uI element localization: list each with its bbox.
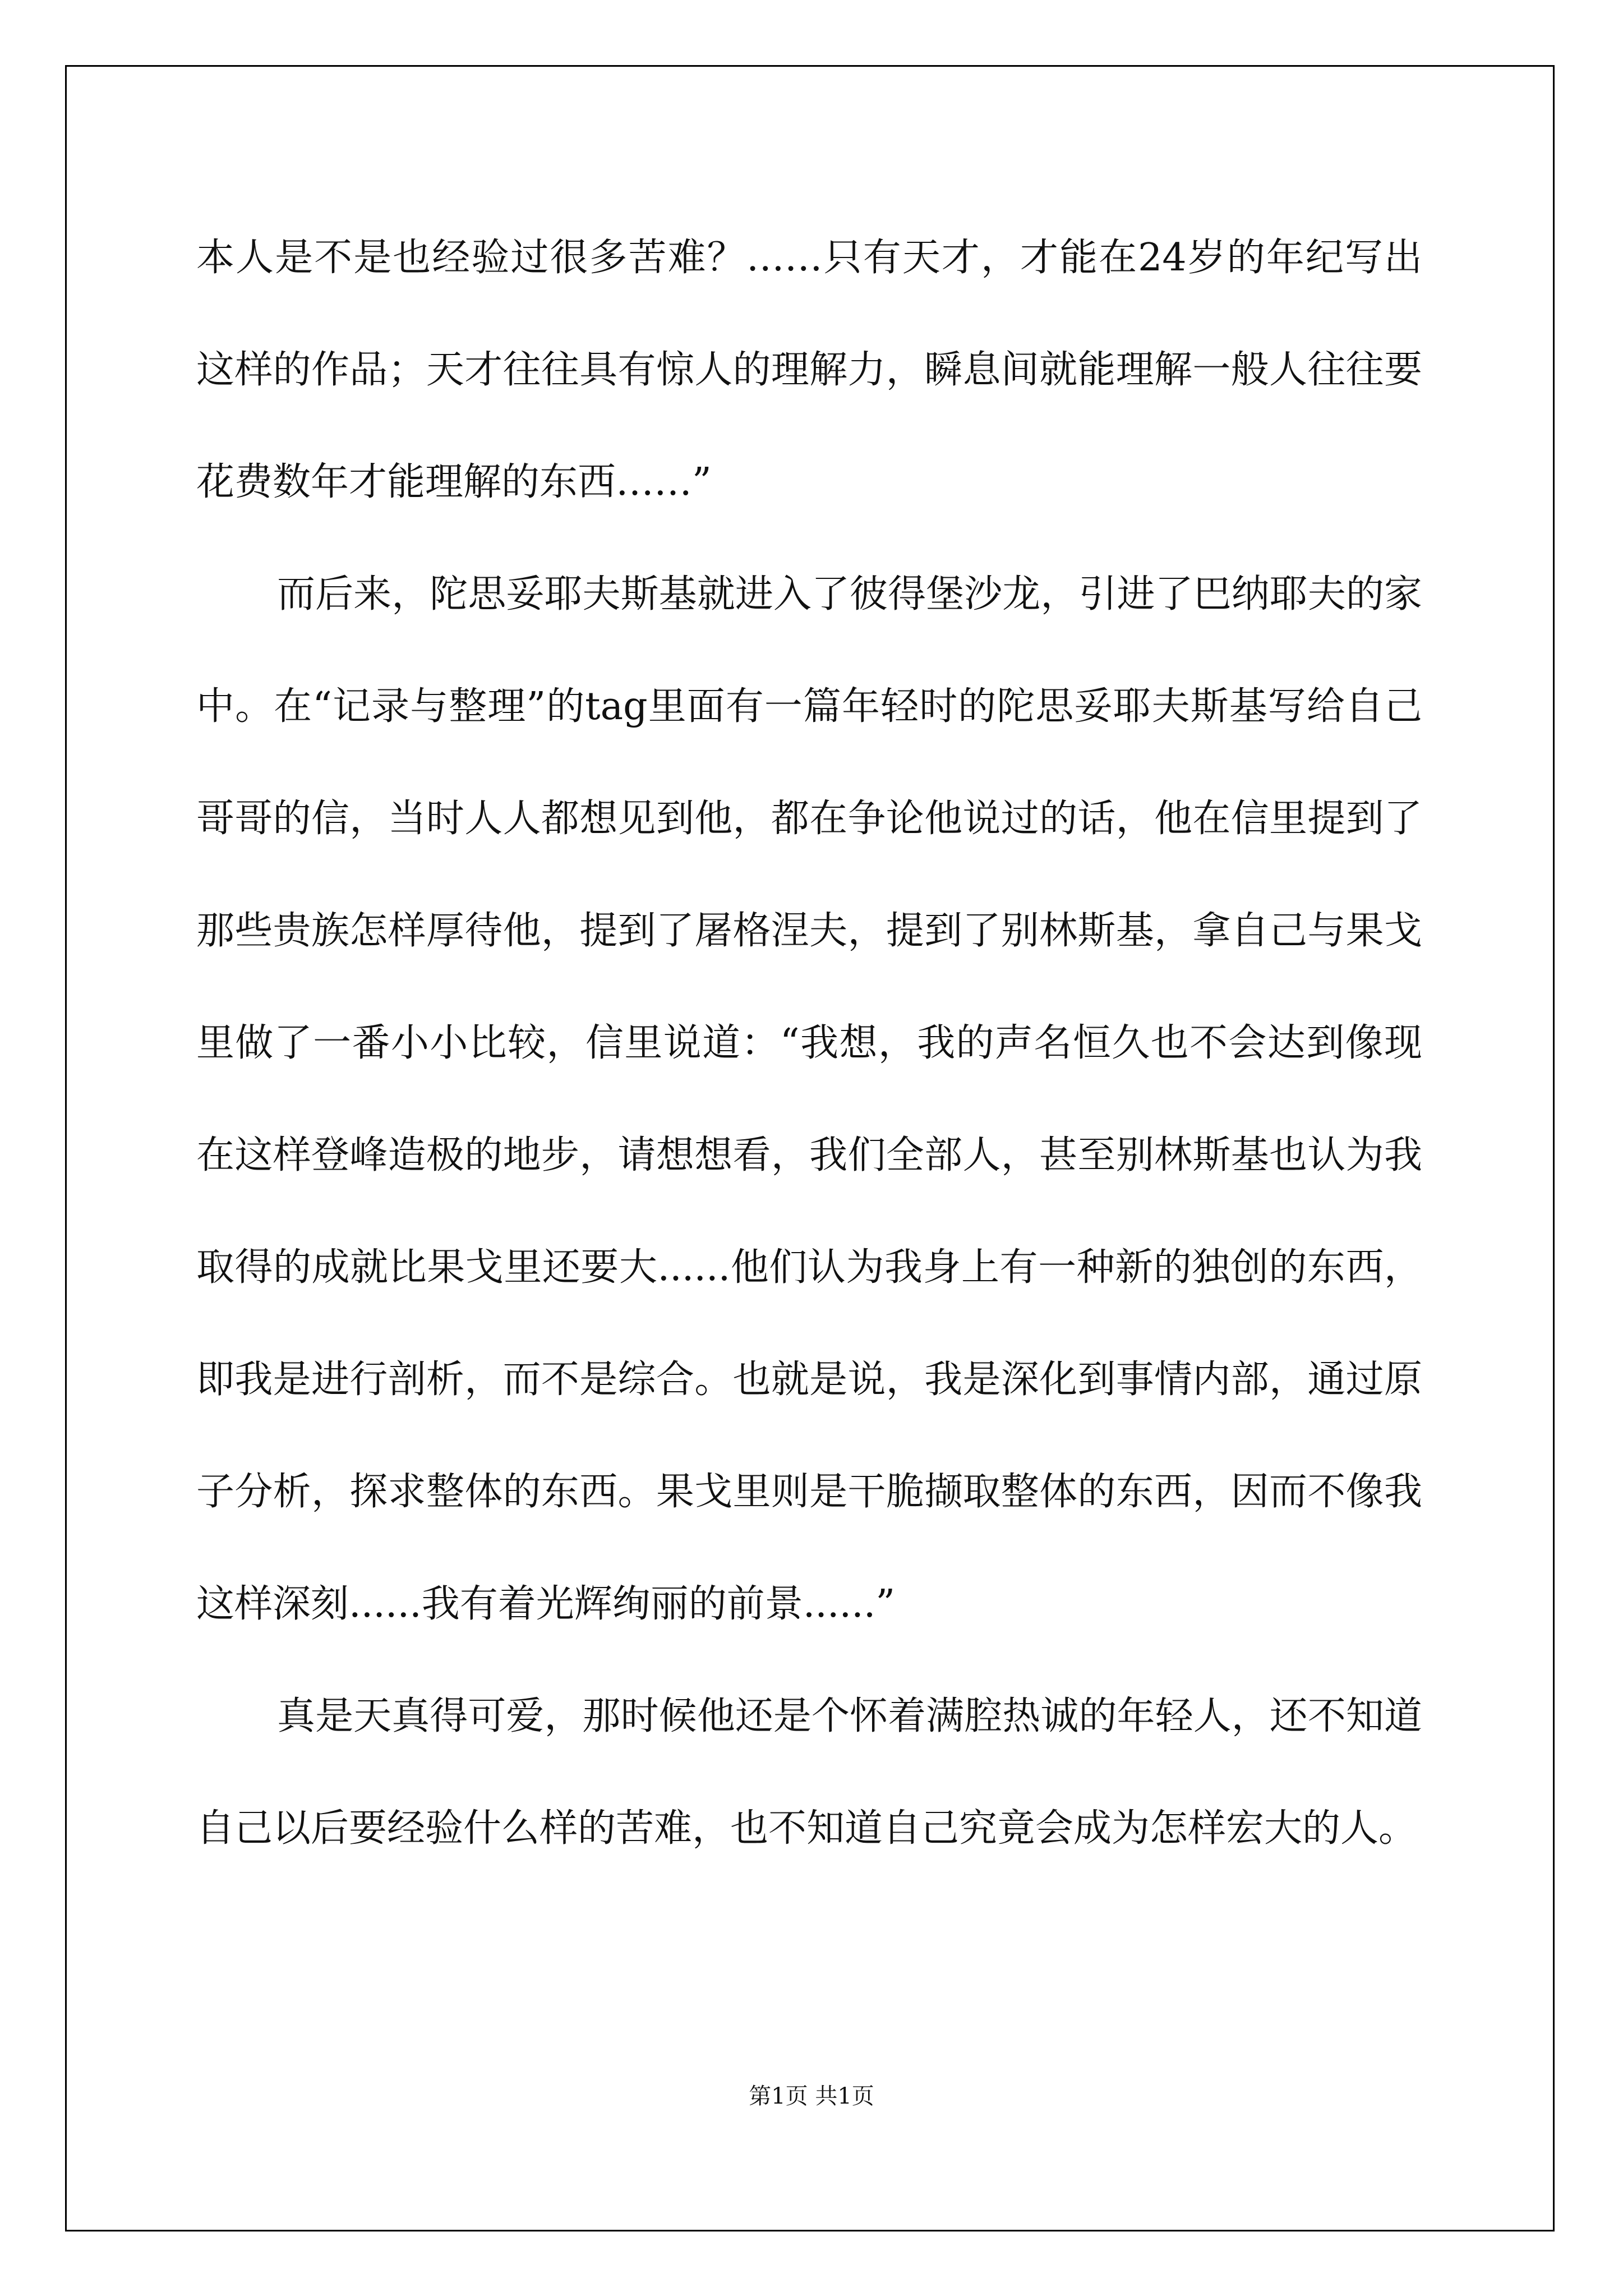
page-footer: 第1页 共1页 xyxy=(749,2083,874,2109)
paragraph-continued: 本人是不是也经验过很多苦难？……只有天才，才能在24岁的年纪写出这样的作品；天才往往具有惊人的理解力，瞬息间就能理解一般人往往要花费数年才能理解的东西……” xyxy=(196,236,1422,504)
document-body xyxy=(196,202,1422,1885)
paragraph-closing: 真是天真得可爱，那时候他还是个怀着满腔热诚的年轻人，还不知道自己以后要经验什么样的苦难，也不知道自己究竟会成为怎样宏大的人。 xyxy=(196,1694,1422,1851)
paragraph-letter: 而后来，陀思妥耶夫斯基就进入了彼得堡沙龙，引进了巴纳耶夫的家中。在“记录与整理”的tag里面有一篇年轻时的陀思妥耶夫斯基写给自己哥哥的信，当时人人都想见到他，都在争论他说过的话，他在信里提到了那些贵族怎样厚待他，提到了屠格涅夫，提到了别林斯基，拿自己与果戈里做了一番小小比较，信里说道：“我想，我的声名恒久也不会达到像现在这样登峰造极的地步，请想想看，我们全部人，甚至别林斯基也认为我取得的成就比果戈里还要大......他们认为我身上有一种新的独创的东西，即我是进行剖析，而不是综合。也就是说，我是深化到事情内部，通过原子分析，探求整体的东西。果戈里则是干脆撷取整体的东西，因而不像我这样深刻......我有着光辉绚丽的前景......” xyxy=(196,572,1422,1626)
